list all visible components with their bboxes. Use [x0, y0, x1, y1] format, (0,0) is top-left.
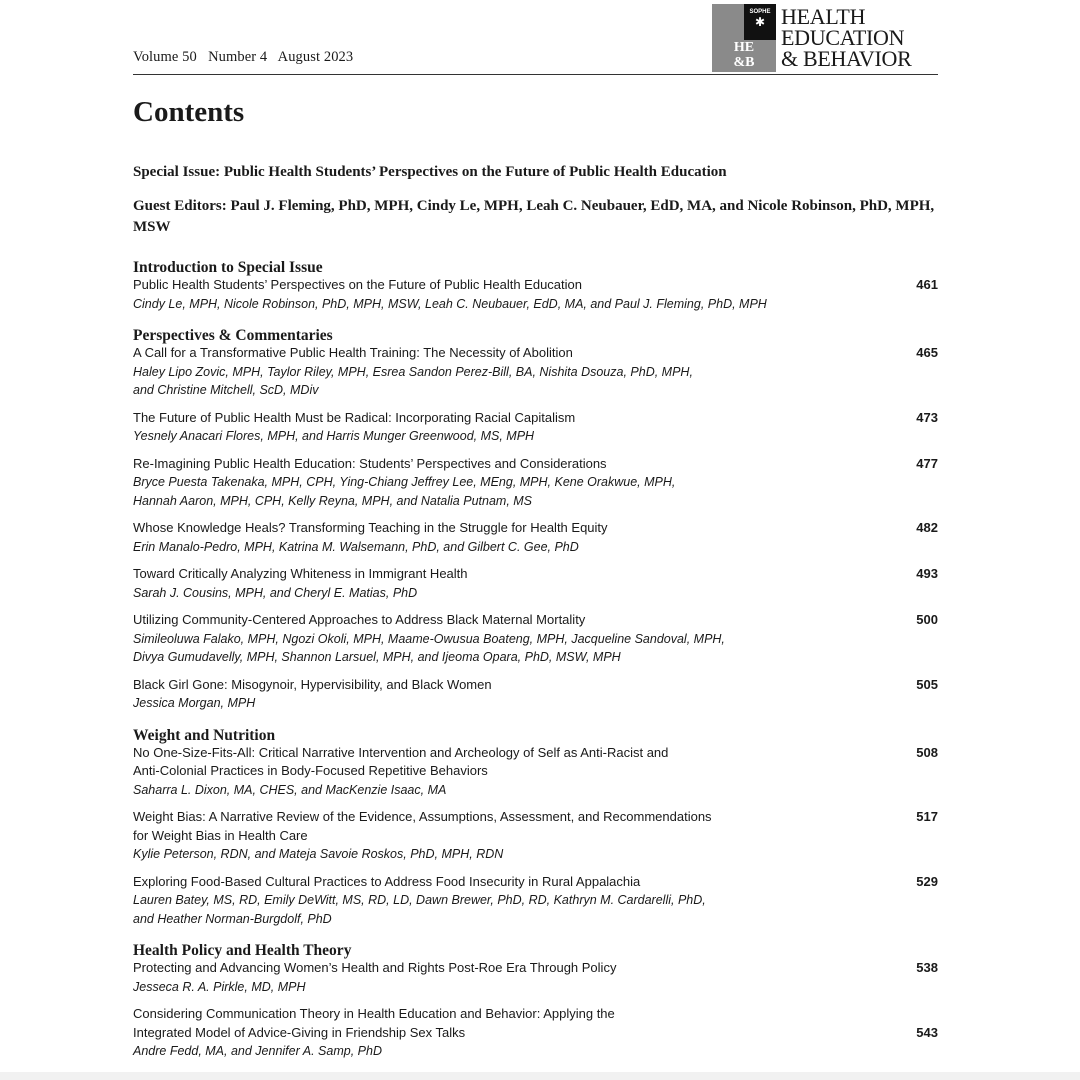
- date-label: August 2023: [277, 49, 354, 65]
- page-number[interactable]: 461: [916, 277, 938, 292]
- article-title[interactable]: Utilizing Community-Centered Approaches to Address Black Maternal Mortality: [133, 612, 586, 627]
- page-number[interactable]: 517: [916, 809, 938, 824]
- page-number[interactable]: 473: [916, 409, 938, 425]
- page-edge: [0, 1072, 1080, 1080]
- table-of-contents: [133, 259, 938, 1075]
- page-number[interactable]: 505: [916, 676, 938, 692]
- toc-entry[interactable]: [133, 1005, 938, 1061]
- article-authors: Haley Lipo Zovic, MPH, Taylor Riley, MPH, Esrea Sandon Perez-Bill, BA, Nishita Dsouza, PhD, MPH, and Christine Mitchell, ScD, MDiv: [133, 364, 693, 397]
- page-number[interactable]: 500: [916, 612, 938, 627]
- logo-wordmark: [781, 6, 911, 69]
- toc-section: [133, 327, 938, 713]
- article-authors: Saharra L. Dixon, MA, CHES, and MacKenzie Isaac, MA: [133, 782, 447, 797]
- article-authors: Jesseca R. A. Pirkle, MD, MPH: [133, 979, 306, 994]
- article-title[interactable]: Toward Critically Analyzing Whiteness in Immigrant Health: [133, 566, 468, 581]
- volume-label: Volume 50: [133, 49, 197, 65]
- logo-monogram: HE &B: [733, 40, 755, 70]
- article-authors: Kylie Peterson, RDN, and Mateja Savoie Roskos, PhD, MPH, RDN: [133, 847, 504, 861]
- section-title: Perspectives & Commentaries: [133, 327, 333, 344]
- article-authors: Yesnely Anacari Flores, MPH, and Harris Munger Greenwood, MS, MPH: [133, 429, 535, 443]
- guest-editors: Guest Editors: Paul J. Fleming, PhD, MPH, Cindy Le, MPH, Leah C. Neubauer, EdD, MA, and Nicole Robinson, PhD, MPH, MSW: [133, 198, 935, 235]
- logo-line-3: & BEHAVIOR: [781, 46, 912, 71]
- article-title[interactable]: No One-Size-Fits-All: Critical Narrative Intervention and Archeology of Self as Anti-Racist and Anti-Colonial Practices in Body-Focused Repetitive Behaviors: [133, 744, 669, 778]
- toc-entry[interactable]: [133, 409, 938, 446]
- toc-entry[interactable]: [133, 873, 938, 929]
- logo-line-1: HEALTH: [781, 4, 866, 29]
- article-authors: Sarah J. Cousins, MPH, and Cheryl E. Matias, PhD: [133, 585, 418, 600]
- article-authors: Andre Fedd, MA, and Jennifer A. Samp, PhD: [133, 1044, 382, 1058]
- toc-entry[interactable]: [133, 611, 938, 667]
- page-number[interactable]: 529: [916, 873, 938, 889]
- section-title: Weight and Nutrition: [133, 726, 276, 744]
- special-issue-title: Special Issue: Public Health Students’ Perspectives on the Future of Public Health Education: [133, 164, 727, 180]
- article-title[interactable]: Black Girl Gone: Misogynoir, Hypervisibility, and Black Women: [133, 676, 492, 692]
- toc-entry[interactable]: [133, 676, 938, 713]
- page-number[interactable]: 477: [916, 455, 938, 471]
- toc-entry[interactable]: [133, 808, 938, 864]
- article-title[interactable]: The Future of Public Health Must be Radical: Incorporating Racial Capitalism: [133, 409, 576, 425]
- section-title: Health Policy and Health Theory: [133, 942, 352, 959]
- page-number[interactable]: 465: [916, 345, 938, 360]
- page-number[interactable]: 543: [916, 1024, 938, 1040]
- logo-mark: [712, 4, 776, 72]
- sophe-label: SOPHE: [749, 9, 771, 15]
- article-title[interactable]: Public Health Students’ Perspectives on the Future of Public Health Education: [133, 277, 582, 292]
- toc-entry[interactable]: [133, 744, 938, 800]
- article-authors: Simileoluwa Falako, MPH, Ngozi Okoli, MPH, Maame-Owusua Boateng, MPH, Jacqueline Sandoval, MPH, Divya Gumudavelly, MPH, Shannon Larsuel, MPH, and Ijeoma Opara, PhD, MSW, MPH: [133, 631, 725, 664]
- page-number[interactable]: 538: [916, 960, 938, 975]
- article-title[interactable]: Protecting and Advancing Women’s Health and Rights Post-Roe Era Through Policy: [133, 960, 617, 975]
- journal-logo: [712, 4, 938, 72]
- toc-section: [133, 942, 938, 1061]
- article-authors: Lauren Batey, MS, RD, Emily DeWitt, MS, RD, LD, Dawn Brewer, PhD, RD, Kathryn M. Cardarelli, PhD, and Heather Norman-Burgdolf, PhD: [133, 893, 706, 926]
- page-number[interactable]: 482: [916, 520, 938, 535]
- toc-section: [133, 727, 938, 929]
- article-authors: Cindy Le, MPH, Nicole Robinson, PhD, MPH, MSW, Leah C. Neubauer, EdD, MA, and Paul J. Fleming, PhD, MPH: [133, 296, 767, 311]
- toc-entry[interactable]: [133, 959, 938, 996]
- toc-entry[interactable]: [133, 276, 938, 313]
- article-title[interactable]: Weight Bias: A Narrative Review of the Evidence, Assumptions, Assessment, and Recommendations for Weight Bias in Health Care: [133, 809, 712, 843]
- toc-entry[interactable]: [133, 344, 938, 400]
- number-label: Number 4: [208, 49, 268, 65]
- issue-info: [133, 49, 353, 66]
- toc-entry[interactable]: [133, 565, 938, 602]
- article-title[interactable]: Whose Knowledge Heals? Transforming Teaching in the Struggle for Health Equity: [133, 520, 608, 535]
- toc-entry[interactable]: [133, 519, 938, 556]
- sophe-star-icon: ✱: [754, 15, 766, 29]
- toc-entry[interactable]: [133, 455, 938, 511]
- section-title: Introduction to Special Issue: [133, 259, 323, 276]
- page-number[interactable]: 493: [916, 566, 938, 581]
- page-number[interactable]: 508: [916, 744, 938, 760]
- header-rule: [133, 74, 938, 75]
- contents-heading: Contents: [133, 96, 245, 128]
- article-title[interactable]: Exploring Food-Based Cultural Practices to Address Food Insecurity in Rural Appalachia: [133, 873, 641, 889]
- article-authors: Erin Manalo-Pedro, MPH, Katrina M. Walsemann, PhD, and Gilbert C. Gee, PhD: [133, 539, 579, 554]
- article-title[interactable]: Considering Communication Theory in Health Education and Behavior: Applying the Integrated Model of Advice-Giving in Friendship Sex Talks: [133, 1006, 615, 1040]
- article-authors: Bryce Puesta Takenaka, MPH, CPH, Ying-Chiang Jeffrey Lee, MEng, MPH, Kene Orakwue, MPH, Hannah Aaron, MPH, CPH, Kelly Reyna, MPH, and Natalia Putnam, MS: [133, 475, 676, 508]
- article-authors: Jessica Morgan, MPH: [133, 696, 256, 710]
- article-title[interactable]: Re-Imagining Public Health Education: Students’ Perspectives and Considerations: [133, 455, 607, 471]
- toc-section: [133, 259, 938, 313]
- article-title[interactable]: A Call for a Transformative Public Health Training: The Necessity of Abolition: [133, 345, 573, 360]
- logo-line-2: EDUCATION: [781, 25, 905, 50]
